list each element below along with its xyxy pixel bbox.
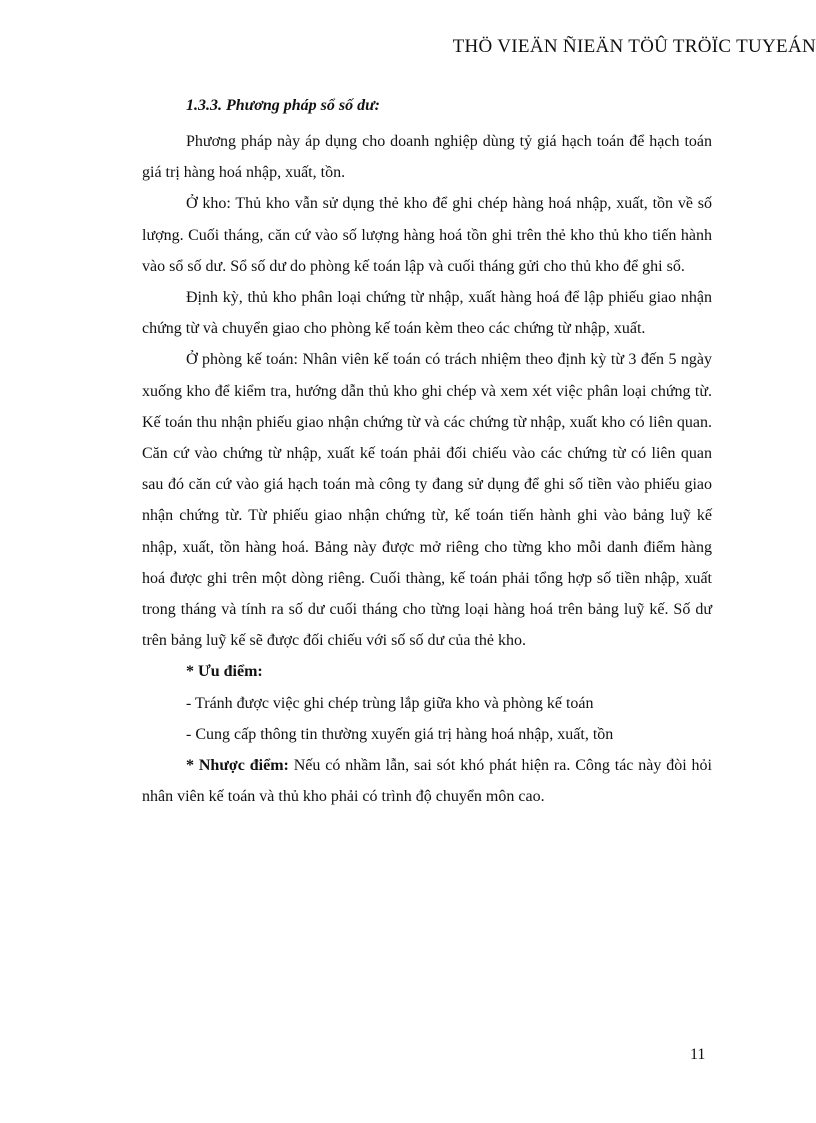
advantage-item: - Cung cấp thông tin thường xuyến giá trị hàng hoá nhập, xuất, tồn <box>186 725 614 743</box>
disadvantages-paragraph <box>142 750 712 812</box>
paragraph-periodic: Định kỳ, thủ kho phân loại chứng từ nhập, xuất hàng hoá để lập phiếu giao nhận chứng từ và chuyển giao cho phòng kế toán kèm theo các chứng từ nhập, xuất. <box>142 289 712 338</box>
disadvantages-label: * Nhược điểm: <box>186 757 289 775</box>
advantage-item: - Tránh được việc ghi chép trùng lắp giữa kho và phòng kế toán <box>186 694 594 712</box>
section-heading: 1.3.3. Phương pháp sổ số dư: <box>186 97 381 114</box>
paragraph-intro: Phương pháp này áp dụng cho doanh nghiệp dùng tỷ giá hạch toán để hạch toán giá trị hàng hoá nhập, xuất, tồn. <box>142 133 712 182</box>
paragraph-warehouse: Ở kho: Thủ kho vẫn sử dụng thẻ kho để ghi chép hàng hoá nhập, xuất, tồn về số lượng. Cuối tháng, căn cứ vào số lượng hàng hoá tồn ghi trên thẻ kho thủ kho tiến hành vào sổ số dư. Sổ số dư do phòng kế toán lập và cuối tháng gửi cho thủ kho để ghi sổ. <box>142 195 712 275</box>
document-body <box>142 96 712 812</box>
disadvantages-text: Nếu có nhầm lẫn, sai sót khó phát hiện ra. Công tác này đòi hỏi nhân viên kế toán và thủ kho phải có trình độ chuyển môn cao. <box>142 757 712 806</box>
page-number: 11 <box>690 1046 706 1063</box>
advantages-label: * Ưu điểm: <box>186 663 263 681</box>
paragraph-accounting-dept: Ở phòng kế toán: Nhân viên kế toán có trách nhiệm theo định kỳ từ 3 đến 5 ngày xuống kho để kiểm tra, hướng dẫn thủ kho ghi chép và xem xét việc phân loại chứng từ. Kế toán thu nhận phiếu giao nhận chứng từ và các chứng từ nhập, xuất kho có liên quan. Căn cứ vào chứng từ nhập, xuất kế toán phải đối chiếu vào các chứng từ có liên quan sau đó căn cứ vào giá hạch toán mà công ty đang sử dụng để ghi số tiền vào phiếu giao nhận chứng từ. Từ phiếu giao nhận chứng từ, kế toán tiến hành ghi vào bảng luỹ kế nhập, xuất, tồn hàng hoá. Bảng này được mở riêng cho từng kho mỗi danh điểm hàng hoá được ghi trên một dòng riêng. Cuối thàng, kế toán phải tổng hợp số tiền nhập, xuất trong tháng và tính ra số dư cuối tháng cho từng loại hàng hoá trên bảng luỹ kế. Số dư trên bảng luỹ kế sẽ được đối chiếu với số số dư của thẻ kho. <box>142 351 712 650</box>
running-header: THÖ VIEÄN ÑIEÄN TÖÛ TRÖÏC TUYEÁN <box>452 36 816 57</box>
